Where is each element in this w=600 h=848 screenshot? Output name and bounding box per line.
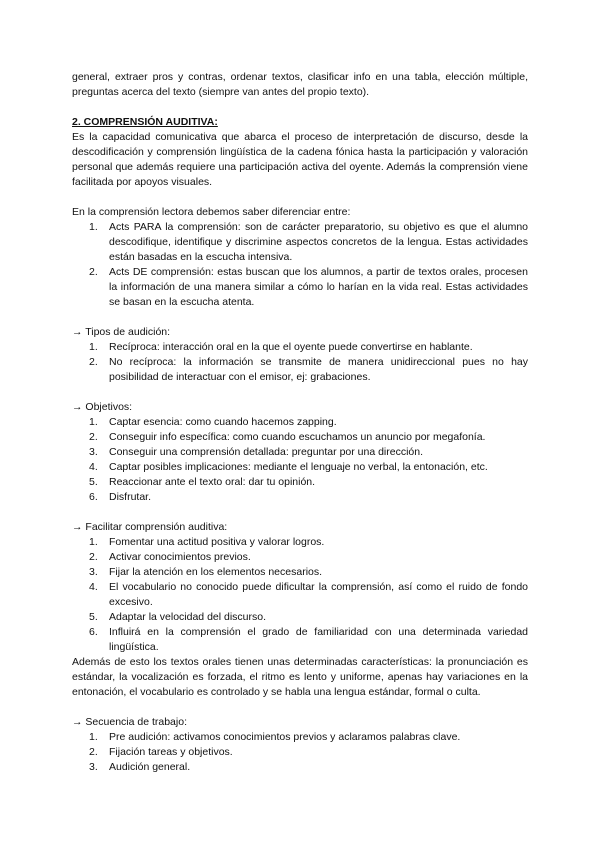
list-item: 3. Conseguir una comprensión detallada: preguntar por una dirección. xyxy=(89,446,424,458)
secuencia-list xyxy=(72,730,528,775)
list-item: 6. Influirá en la comprensión el grado de familiaridad con una determinada variedad lingüística. xyxy=(89,626,528,653)
list-item: 2. Acts DE comprensión: estas buscan que los alumnos, a partir de textos orales, procesen la información de una manera similar a cómo lo harían en la vida real. Estas actividades se basan en la escucha atenta. xyxy=(89,266,528,308)
diff-list xyxy=(72,220,528,310)
document-page xyxy=(72,70,528,775)
list-item: 1. Captar esencia: como cuando hacemos zapping. xyxy=(89,416,337,428)
objetivos-title: → Objetivos: xyxy=(72,401,133,413)
list-item: 5. Reaccionar ante el texto oral: dar tu opinión. xyxy=(89,476,316,488)
list-item: 3. Audición general. xyxy=(89,761,191,773)
list-item: 5. Adaptar la velocidad del discurso. xyxy=(89,611,267,623)
caracteristicas-paragraph: Además de esto los textos orales tienen unas determinadas características: la pronunciación es estándar, la vocalización es forzada, el ritmo es lento y uniforme, apenas hay variaciones en la entonación, el vocabulario es controlado y se habla una lengua estándar, formal o culta. xyxy=(72,656,528,698)
tipos-list xyxy=(72,340,528,385)
list-item: 1. Recíproca: interacción oral en la que el oyente puede convertirse en hablante. xyxy=(89,341,473,353)
list-item: 2. Fijación tareas y objetivos. xyxy=(89,746,233,758)
section-heading: 2. COMPRENSIÓN AUDITIVA: xyxy=(72,116,218,128)
list-item: 2. Conseguir info específica: como cuando escuchamos un anuncio por megafonía. xyxy=(89,431,486,443)
tipos-title: → Tipos de audición: xyxy=(72,326,171,338)
list-item: 3. Fijar la atención en los elementos necesarios. xyxy=(89,566,323,578)
objetivos-list xyxy=(72,415,528,505)
list-item: 4. Captar posibles implicaciones: mediante el lenguaje no verbal, la entonación, etc. xyxy=(89,461,488,473)
definition-paragraph: Es la capacidad comunicativa que abarca el proceso de interpretación de discurso, desde la descodificación y comprensión lingüística de la cadena fónica hasta la participación y valoración personal que además requiere una participación activa del oyente. Además la comprensión viene facilitada por apoyos visuales. xyxy=(72,131,528,188)
list-item: 2. Activar conocimientos previos. xyxy=(89,551,251,563)
list-item: 1. Fomentar una actitud positiva y valorar logros. xyxy=(89,536,325,548)
list-item: 2. No recíproca: la información se transmite de manera unidireccional pues no hay posibilidad de interactuar con el emisor, ej: grabaciones. xyxy=(89,356,528,383)
facilitar-list xyxy=(72,535,528,655)
diff-intro: En la comprensión lectora debemos saber diferenciar entre: xyxy=(72,206,351,218)
list-item: 6. Disfrutar. xyxy=(89,491,152,503)
intro-paragraph: general, extraer pros y contras, ordenar textos, clasificar info en una tabla, elección múltiple, preguntas acerca del texto (siempre van antes del propio texto). xyxy=(72,71,528,98)
list-item: 1. Pre audición: activamos conocimientos previos y aclaramos palabras clave. xyxy=(89,731,461,743)
list-item: 4. El vocabulario no conocido puede dificultar la comprensión, así como el ruido de fondo excesivo. xyxy=(89,581,528,608)
facilitar-title: → Facilitar comprensión auditiva: xyxy=(72,521,228,533)
secuencia-title: → Secuencia de trabajo: xyxy=(72,716,187,728)
list-item: 1. Acts PARA la comprensión: son de carácter preparatorio, su objetivo es que el alumno descodifique, identifique y discrimine aspectos concretos de la lengua. Estas actividades están basadas en la escucha intensiva. xyxy=(89,221,528,263)
